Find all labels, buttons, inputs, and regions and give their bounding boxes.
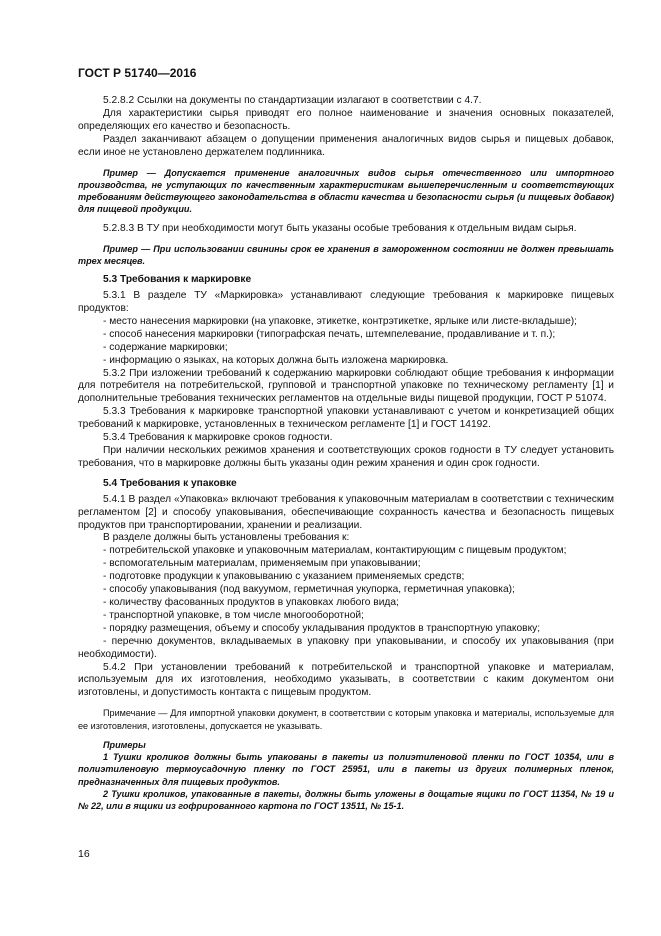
example-pork-storage: Пример — При использовании свинины срок ее хранения в замороженном состоянии не должен превышать трех месяцев. xyxy=(78,243,614,266)
list-item: - транспортной упаковке, в том числе многооборотной; xyxy=(103,609,364,621)
paragraph-5-3-4: 5.3.4 Требования к маркировке сроков годности. xyxy=(103,432,333,444)
list-item: - количеству фасованных продуктов в упаковках любого вида; xyxy=(103,596,399,608)
note-import-packaging: Примечание — Для импортной упаковки документ, в соответствии с которым упаковка и материалы, используемые для ее изготовления, изготовлены, допускается не указывать. xyxy=(78,708,614,731)
paragraph-requirements-intro: В разделе должны быть установлены требования к: xyxy=(103,532,350,544)
paragraph-5-2-8-2: 5.2.8.2 Ссылки на документы по стандартизации излагают в соответствии с 4.7. xyxy=(103,95,482,106)
paragraph-5-4-2: 5.4.2 При установлении требований к потребительской и транспортной упаковке и материалам, используемым для их изготовления, необходимо указывать, в соответствии с каким документом они изготовлены, и допустимость контакта с пищевым продуктом. xyxy=(78,661,614,699)
section-heading-5-3: 5.3 Требования к маркировке xyxy=(103,274,252,286)
paragraph-5-3-1: 5.3.1 В разделе ТУ «Маркировка» устанавливают следующие требования к маркировке пищевых продуктов: xyxy=(78,290,614,315)
list-item: - перечню документов, вкладываемых в упаковку при упаковывании, и способу их упаковывания (при необходимости). xyxy=(78,635,614,660)
paragraph-storage-modes: При наличии нескольких режимов хранения и соответствующих сроков годности в ТУ следует установить требования, что в маркировке должны быть указаны один режим хранения и один срок годности. xyxy=(78,445,614,469)
list-item: - способ нанесения маркировки (типографская печать, штемпелевание, продавливание и т. п.); xyxy=(103,328,556,340)
example-analog-raw-materials: Пример — Допускается применение аналогичных видов сырья отечественного или импортного производства, не уступающих по качественным характеристикам вышеперечисленным и соответствующих требованиям действующего законодательства в области качества и безопасности сырья (и пищевых добавок) для пищевой продукции. xyxy=(78,167,614,215)
paragraph-5-3-3: 5.3.3 Требования к маркировке транспортной упаковки устанавливают с учетом и конкретизацией общих требований к маркировке, установленных в техническом регламенте [1] и ГОСТ 14192. xyxy=(78,406,614,431)
paragraph-5-3-2: 5.3.2 При изложении требований к содержанию маркировки соблюдают общие требования к информации для потребителя на потребительской, групповой и транспортной упаковке по техническому регламенту [1] и дополнительные требования технических регламентов на отдельные виды пищевой продукции, ГОСТ Р 51074. xyxy=(78,367,614,405)
page-body xyxy=(78,95,614,813)
list-item: - порядку размещения, объему и способу укладывания продуктов в транспортную упаковку; xyxy=(103,622,541,634)
list-item: - вспомогательным материалам, применяемым при упаковывании; xyxy=(103,558,421,570)
list-item: - содержание маркировки; xyxy=(103,341,228,353)
list-item: - место нанесения маркировки (на упаковке, этикетке, контрэтикетке, ярлыке или листе-вкладыше); xyxy=(103,315,577,327)
page-header-title: ГОСТ Р 51740—2016 xyxy=(78,66,197,80)
paragraph-5-4-1: 5.4.1 В раздел «Упаковка» включают требования к упаковочным материалам в соответствии с техническим регламентом [2] и способу упаковывания, обеспечивающие сохранность качества и безопасность пищевых продуктов при транспортировании, хранении и реализации. xyxy=(78,493,614,531)
list-item: - потребительской упаковке и упаковочным материалам, контактирующим с пищевым продуктом; xyxy=(103,545,567,557)
paragraph-5-2-8-3: 5.2.8.3 В ТУ при необходимости могут быть указаны особые требования к отдельным видам сырья. xyxy=(103,222,577,234)
example-2-rabbit-boxes: 2 Тушки кроликов, упакованные в пакеты, должны быть уложены в дощатые ящики по ГОСТ 11354, № 19 и № 22, или в ящики из гофрированного картона по ГОСТ 13511, № 15-1. xyxy=(78,789,614,812)
example-1-rabbit-packaging: 1 Тушки кроликов должны быть упакованы в пакеты из полиэтиленовой пленки по ГОСТ 10354, или в полиэтиленовую термоусадочную пленку по ГОСТ 25951, или в пакеты из других полимерных пленок, предназначенных для пищевых продуктов. xyxy=(78,752,614,787)
list-item: - подготовке продукции к упаковыванию с указанием применяемых средств; xyxy=(103,571,465,583)
list-item: - информацию о языках, на которых должна быть изложена маркировка. xyxy=(103,354,449,366)
paragraph-raw-material-characteristics: Для характеристики сырья приводят его полное наименование и значения основных показателей, определяющих его качество и безопасность. xyxy=(78,107,614,132)
examples-label: Примеры xyxy=(103,739,146,750)
list-item: - способу упаковывания (под вакуумом, герметичная укупорка, герметичная упаковка); xyxy=(103,584,515,596)
paragraph-section-closing: Раздел заканчивают абзацем о допущении применения аналогичных видов сырья и пищевых добавок, если иное не установлено держателем подлинника. xyxy=(78,133,614,158)
page-number: 16 xyxy=(78,848,90,860)
section-heading-5-4: 5.4 Требования к упаковке xyxy=(103,477,237,489)
